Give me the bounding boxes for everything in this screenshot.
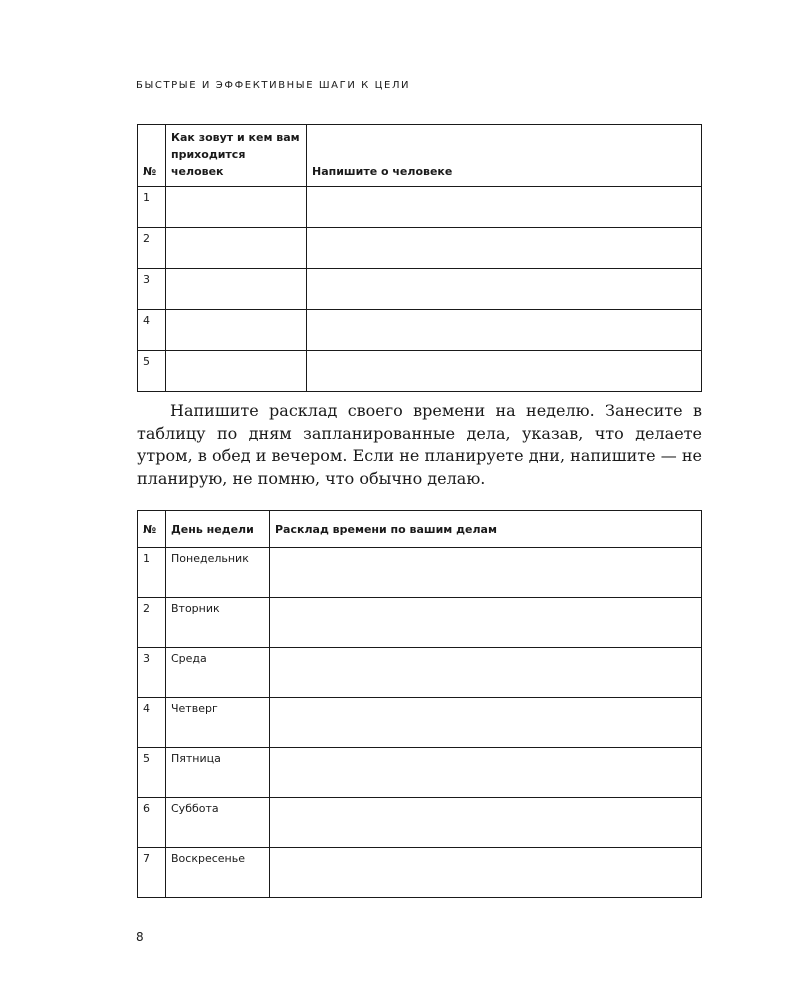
row-number: 1 (138, 187, 166, 228)
table-row (138, 269, 702, 310)
column-header-about: Напишите о человеке (307, 125, 702, 187)
person-note-cell[interactable] (307, 310, 702, 351)
table-header-row (138, 125, 702, 187)
row-number: 5 (138, 748, 166, 798)
row-number: 4 (138, 698, 166, 748)
table-row (138, 648, 702, 698)
plan-cell[interactable] (270, 848, 702, 898)
row-number: 7 (138, 848, 166, 898)
person-name-cell[interactable] (166, 351, 307, 392)
weekday-cell: Воскресенье (166, 848, 270, 898)
table-row (138, 228, 702, 269)
person-note-cell[interactable] (307, 187, 702, 228)
plan-cell[interactable] (270, 748, 702, 798)
person-note-cell[interactable] (307, 269, 702, 310)
row-number: 3 (138, 269, 166, 310)
table-header-row (138, 511, 702, 548)
person-name-cell[interactable] (166, 310, 307, 351)
weekday-cell: Четверг (166, 698, 270, 748)
row-number: 1 (138, 548, 166, 598)
row-number: 2 (138, 228, 166, 269)
column-header-plan: Расклад времени по вашим делам (270, 511, 702, 548)
column-header-person: Как зовут и кем вам приходится человек (166, 125, 307, 187)
person-note-cell[interactable] (307, 351, 702, 392)
person-name-cell[interactable] (166, 228, 307, 269)
plan-cell[interactable] (270, 648, 702, 698)
people-table (137, 124, 702, 392)
weekday-cell: Среда (166, 648, 270, 698)
weekday-cell: Понедельник (166, 548, 270, 598)
table-row (138, 698, 702, 748)
table-row (138, 310, 702, 351)
table-row (138, 548, 702, 598)
row-number: 4 (138, 310, 166, 351)
plan-cell[interactable] (270, 698, 702, 748)
person-name-cell[interactable] (166, 269, 307, 310)
weekday-cell: Пятница (166, 748, 270, 798)
running-head: БЫСТРЫЕ И ЭФФЕКТИВНЫЕ ШАГИ К ЦЕЛИ (136, 80, 411, 91)
week-table (137, 510, 702, 898)
column-header-number: № (138, 511, 166, 548)
plan-cell[interactable] (270, 598, 702, 648)
table-row (138, 848, 702, 898)
table-row (138, 598, 702, 648)
table-row (138, 748, 702, 798)
column-header-number: № (138, 125, 166, 187)
plan-cell[interactable] (270, 548, 702, 598)
plan-cell[interactable] (270, 798, 702, 848)
weekday-cell: Вторник (166, 598, 270, 648)
row-number: 6 (138, 798, 166, 848)
row-number: 5 (138, 351, 166, 392)
person-note-cell[interactable] (307, 228, 702, 269)
page-number: 8 (136, 930, 144, 944)
table-row (138, 351, 702, 392)
row-number: 2 (138, 598, 166, 648)
column-header-day: День недели (166, 511, 270, 548)
table-row (138, 187, 702, 228)
person-name-cell[interactable] (166, 187, 307, 228)
table-row (138, 798, 702, 848)
instruction-paragraph: Напишите расклад своего времени на неделю. Занесите в таблицу по дням запланированные дела, указав, что делаете утром, в обед и вечером. Если не планируете дни, напишите — не планирую, не помню, что обычно делаю. (137, 401, 702, 488)
row-number: 3 (138, 648, 166, 698)
weekday-cell: Суббота (166, 798, 270, 848)
